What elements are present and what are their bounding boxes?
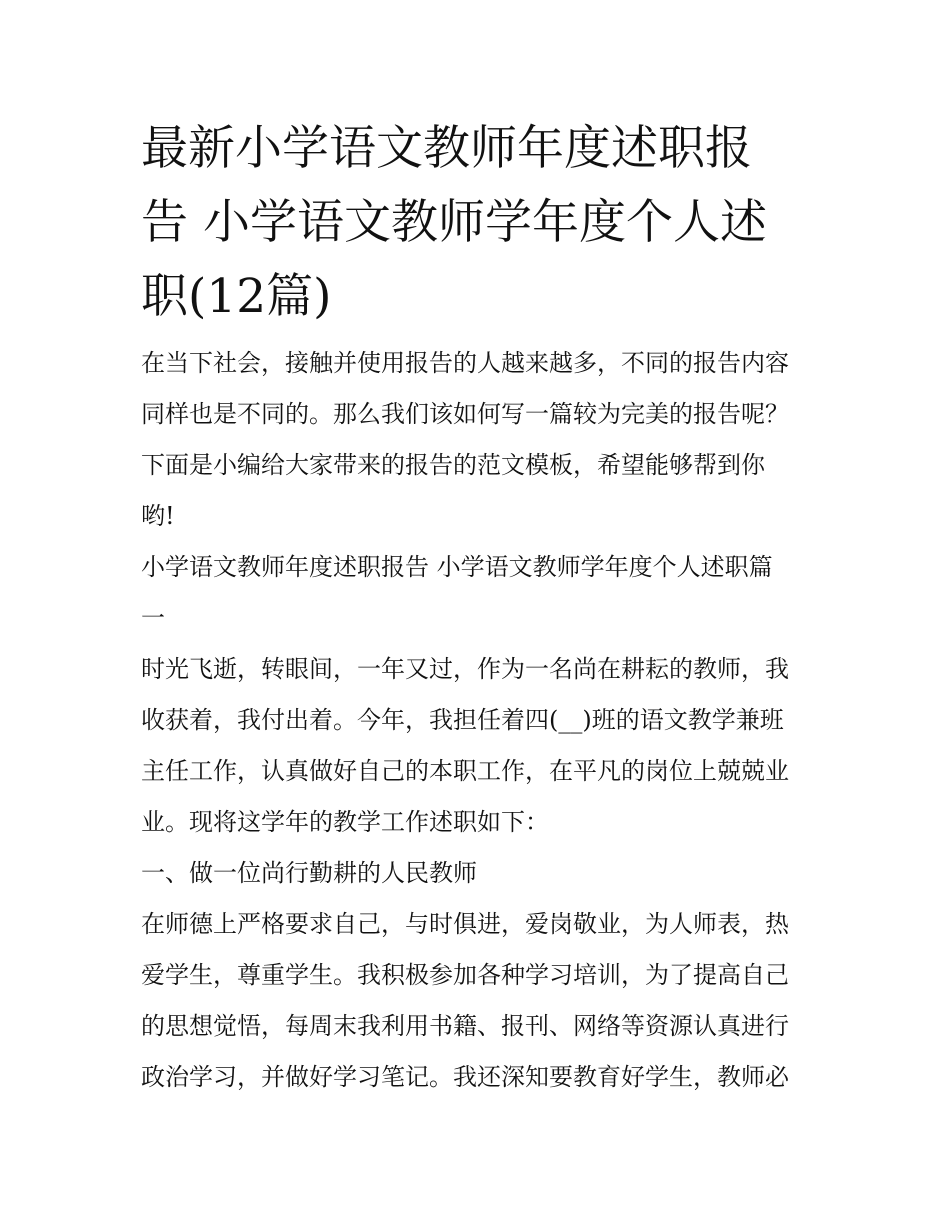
section-subtitle: [141, 542, 813, 644]
text-line: 爱学生，尊重学生。我积极参加各种学习培训，为了提高自己: [141, 961, 789, 989]
text-line: 一、做一位尚行勤耕的人民教师: [141, 859, 477, 887]
document-title: [141, 112, 813, 334]
text-line: 政治学习，并做好学习笔记。我还深知要教育好学生，教师必: [141, 1063, 789, 1091]
text-line: 小学语文教师年度述职报告 小学语文教师学年度个人述职篇: [141, 553, 773, 581]
body-paragraph-2: [141, 899, 813, 1103]
text-line: 一: [141, 604, 165, 632]
section-heading-1: [141, 848, 813, 899]
text-line: 业。现将这学年的教学工作述职如下：: [141, 808, 549, 836]
text-line: 同样也是不同的。那么我们该如何写一篇较为完美的报告呢？: [141, 400, 789, 428]
text-line: 时光飞逝，转眼间，一年又过，作为一名尚在耕耘的教师，我: [141, 655, 789, 683]
title-line: 最新小学语文教师年度述职报: [141, 121, 752, 176]
text-line: 主任工作，认真做好自己的本职工作，在平凡的岗位上兢兢业: [141, 757, 789, 785]
text-line: 在师德上严格要求自己，与时俱进，爱岗敬业，为人师表，热: [141, 910, 789, 938]
document-page: [141, 112, 813, 1103]
text-line: 的思想觉悟，每周末我利用书籍、报刊、网络等资源认真进行: [141, 1012, 789, 1040]
body-paragraph-1: [141, 644, 813, 848]
title-line: 职(12篇): [141, 269, 332, 324]
text-line: 哟!: [141, 502, 175, 530]
text-line: 下面是小编给大家带来的报告的范文模板，希望能够帮到你: [141, 451, 765, 479]
text-line: 在当下社会，接触并使用报告的人越来越多，不同的报告内容: [141, 349, 789, 377]
text-line: 收获着，我付出着。今年，我担任着四(__)班的语文教学兼班: [141, 706, 784, 734]
intro-paragraph: [141, 338, 813, 542]
title-line: 告 小学语文教师学年度个人述: [141, 195, 767, 250]
